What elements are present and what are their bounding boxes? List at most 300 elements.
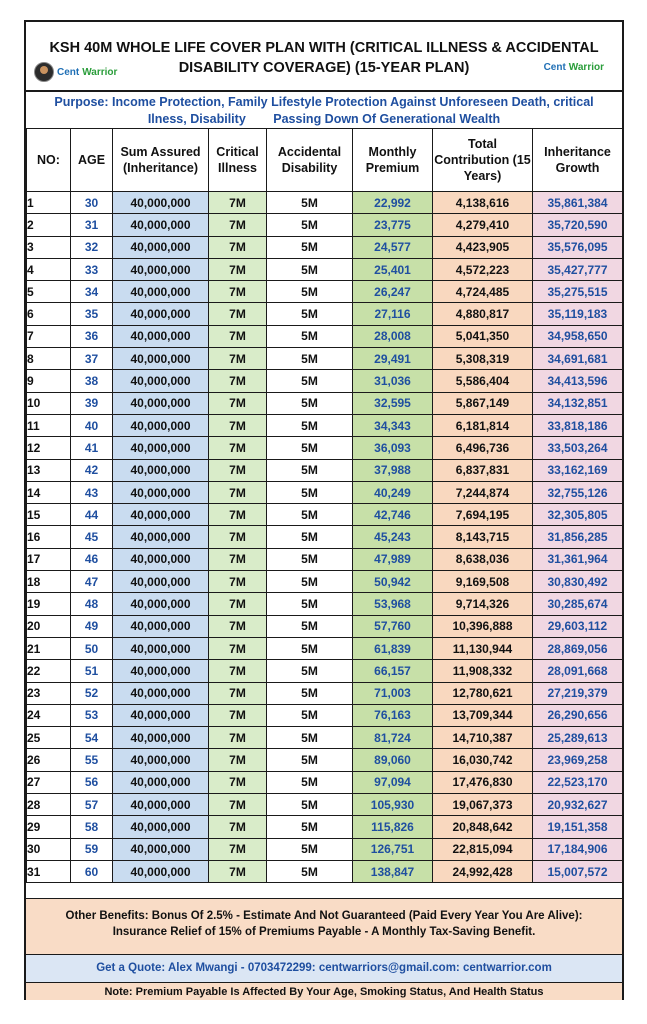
cell-sum-assured: 40,000,000 bbox=[113, 481, 209, 503]
cell-monthly-premium: 105,930 bbox=[353, 794, 433, 816]
cell-no: 3 bbox=[27, 236, 71, 258]
cell-critical-illness: 7M bbox=[209, 303, 267, 325]
cell-age: 47 bbox=[71, 571, 113, 593]
table-row bbox=[27, 660, 623, 682]
cell-monthly-premium: 42,746 bbox=[353, 504, 433, 526]
cell-no: 4 bbox=[27, 258, 71, 280]
cell-age: 56 bbox=[71, 771, 113, 793]
cell-sum-assured: 40,000,000 bbox=[113, 414, 209, 436]
cell-critical-illness: 7M bbox=[209, 504, 267, 526]
table-row bbox=[27, 794, 623, 816]
table-row bbox=[27, 571, 623, 593]
cell-critical-illness: 7M bbox=[209, 660, 267, 682]
cell-no: 2 bbox=[27, 214, 71, 236]
cell-inheritance-growth: 34,691,681 bbox=[533, 348, 623, 370]
cell-monthly-premium: 32,595 bbox=[353, 392, 433, 414]
cell-inheritance-growth: 33,503,264 bbox=[533, 437, 623, 459]
cell-critical-illness: 7M bbox=[209, 214, 267, 236]
cell-monthly-premium: 24,577 bbox=[353, 236, 433, 258]
cell-inheritance-growth: 28,091,668 bbox=[533, 660, 623, 682]
cell-sum-assured: 40,000,000 bbox=[113, 526, 209, 548]
cell-total-contribution: 5,308,319 bbox=[433, 348, 533, 370]
quote-contact: Get a Quote: Alex Mwangi - 0703472299: centwarriors@gmail.com: centwarrior.com bbox=[26, 954, 622, 982]
cell-no: 16 bbox=[27, 526, 71, 548]
cell-monthly-premium: 47,989 bbox=[353, 548, 433, 570]
cell-no: 25 bbox=[27, 727, 71, 749]
cell-inheritance-growth: 20,932,627 bbox=[533, 794, 623, 816]
cell-critical-illness: 7M bbox=[209, 771, 267, 793]
cell-monthly-premium: 26,247 bbox=[353, 281, 433, 303]
cell-no: 15 bbox=[27, 504, 71, 526]
cell-no: 28 bbox=[27, 794, 71, 816]
cell-accidental-disability: 5M bbox=[267, 303, 353, 325]
cell-total-contribution: 17,476,830 bbox=[433, 771, 533, 793]
cell-no: 26 bbox=[27, 749, 71, 771]
cell-accidental-disability: 5M bbox=[267, 370, 353, 392]
cell-inheritance-growth: 19,151,358 bbox=[533, 816, 623, 838]
cell-monthly-premium: 25,401 bbox=[353, 258, 433, 280]
cell-inheritance-growth: 33,162,169 bbox=[533, 459, 623, 481]
cell-age: 41 bbox=[71, 437, 113, 459]
title-line-2: DISABILITY COVERAGE) (15-YEAR PLAN) bbox=[178, 60, 470, 76]
cell-total-contribution: 13,709,344 bbox=[433, 704, 533, 726]
cell-accidental-disability: 5M bbox=[267, 348, 353, 370]
cell-inheritance-growth: 27,219,379 bbox=[533, 682, 623, 704]
table-row bbox=[27, 637, 623, 659]
cell-critical-illness: 7M bbox=[209, 615, 267, 637]
cell-accidental-disability: 5M bbox=[267, 504, 353, 526]
cell-accidental-disability: 5M bbox=[267, 192, 353, 214]
cell-critical-illness: 7M bbox=[209, 704, 267, 726]
cell-monthly-premium: 22,992 bbox=[353, 192, 433, 214]
cell-sum-assured: 40,000,000 bbox=[113, 325, 209, 347]
cell-critical-illness: 7M bbox=[209, 526, 267, 548]
cell-no: 7 bbox=[27, 325, 71, 347]
cell-monthly-premium: 34,343 bbox=[353, 414, 433, 436]
cell-total-contribution: 6,181,814 bbox=[433, 414, 533, 436]
cell-sum-assured: 40,000,000 bbox=[113, 437, 209, 459]
cell-age: 50 bbox=[71, 637, 113, 659]
cell-total-contribution: 5,586,404 bbox=[433, 370, 533, 392]
cell-accidental-disability: 5M bbox=[267, 593, 353, 615]
cell-age: 59 bbox=[71, 838, 113, 860]
cell-no: 12 bbox=[27, 437, 71, 459]
cell-sum-assured: 40,000,000 bbox=[113, 637, 209, 659]
cell-total-contribution: 24,992,428 bbox=[433, 860, 533, 882]
cell-no: 20 bbox=[27, 615, 71, 637]
cell-sum-assured: 40,000,000 bbox=[113, 303, 209, 325]
cell-age: 49 bbox=[71, 615, 113, 637]
cell-accidental-disability: 5M bbox=[267, 571, 353, 593]
cell-inheritance-growth: 15,007,572 bbox=[533, 860, 623, 882]
cell-critical-illness: 7M bbox=[209, 637, 267, 659]
cell-accidental-disability: 5M bbox=[267, 615, 353, 637]
cell-critical-illness: 7M bbox=[209, 548, 267, 570]
cell-sum-assured: 40,000,000 bbox=[113, 816, 209, 838]
cell-total-contribution: 7,244,874 bbox=[433, 481, 533, 503]
cell-accidental-disability: 5M bbox=[267, 236, 353, 258]
cell-monthly-premium: 40,249 bbox=[353, 481, 433, 503]
cell-sum-assured: 40,000,000 bbox=[113, 236, 209, 258]
cell-sum-assured: 40,000,000 bbox=[113, 392, 209, 414]
logo-cent-text: Cent bbox=[57, 66, 80, 78]
logo-left bbox=[34, 62, 117, 82]
cell-monthly-premium: 89,060 bbox=[353, 749, 433, 771]
cell-monthly-premium: 81,724 bbox=[353, 727, 433, 749]
cell-total-contribution: 4,138,616 bbox=[433, 192, 533, 214]
table-row bbox=[27, 192, 623, 214]
cell-sum-assured: 40,000,000 bbox=[113, 281, 209, 303]
cell-no: 1 bbox=[27, 192, 71, 214]
cell-total-contribution: 14,710,387 bbox=[433, 727, 533, 749]
cell-monthly-premium: 45,243 bbox=[353, 526, 433, 548]
cell-critical-illness: 7M bbox=[209, 593, 267, 615]
cell-critical-illness: 7M bbox=[209, 258, 267, 280]
cell-accidental-disability: 5M bbox=[267, 481, 353, 503]
table-row bbox=[27, 548, 623, 570]
table-row bbox=[27, 414, 623, 436]
cell-age: 40 bbox=[71, 414, 113, 436]
cell-accidental-disability: 5M bbox=[267, 816, 353, 838]
cell-sum-assured: 40,000,000 bbox=[113, 727, 209, 749]
cell-age: 57 bbox=[71, 794, 113, 816]
cell-accidental-disability: 5M bbox=[267, 838, 353, 860]
cell-accidental-disability: 5M bbox=[267, 258, 353, 280]
table-row bbox=[27, 838, 623, 860]
col-header-total-contribution: Total Contribution (15 Years) bbox=[433, 129, 533, 192]
cell-critical-illness: 7M bbox=[209, 348, 267, 370]
cell-sum-assured: 40,000,000 bbox=[113, 838, 209, 860]
cell-total-contribution: 9,714,326 bbox=[433, 593, 533, 615]
table-row bbox=[27, 459, 623, 481]
table-row bbox=[27, 236, 623, 258]
premium-table bbox=[26, 128, 623, 883]
benefits-line-1: Other Benefits: Bonus Of 2.5% - Estimate And Not Guaranteed (Paid Every Year You Are Alive): bbox=[65, 910, 583, 922]
cell-critical-illness: 7M bbox=[209, 838, 267, 860]
logo-cent-text: Cent bbox=[543, 62, 566, 73]
table-row bbox=[27, 258, 623, 280]
cell-total-contribution: 4,572,223 bbox=[433, 258, 533, 280]
cell-age: 36 bbox=[71, 325, 113, 347]
cell-monthly-premium: 66,157 bbox=[353, 660, 433, 682]
cell-age: 37 bbox=[71, 348, 113, 370]
table-row bbox=[27, 727, 623, 749]
cell-monthly-premium: 36,093 bbox=[353, 437, 433, 459]
cell-age: 30 bbox=[71, 192, 113, 214]
cell-accidental-disability: 5M bbox=[267, 548, 353, 570]
table-row bbox=[27, 303, 623, 325]
cell-accidental-disability: 5M bbox=[267, 860, 353, 882]
cell-total-contribution: 22,815,094 bbox=[433, 838, 533, 860]
cell-critical-illness: 7M bbox=[209, 281, 267, 303]
cell-accidental-disability: 5M bbox=[267, 325, 353, 347]
cell-inheritance-growth: 23,969,258 bbox=[533, 749, 623, 771]
cell-no: 11 bbox=[27, 414, 71, 436]
cell-monthly-premium: 28,008 bbox=[353, 325, 433, 347]
cell-age: 48 bbox=[71, 593, 113, 615]
cell-total-contribution: 19,067,373 bbox=[433, 794, 533, 816]
cell-total-contribution: 12,780,621 bbox=[433, 682, 533, 704]
cell-no: 27 bbox=[27, 771, 71, 793]
cell-accidental-disability: 5M bbox=[267, 704, 353, 726]
col-header-monthly-premium: Monthly Premium bbox=[353, 129, 433, 192]
table-row bbox=[27, 749, 623, 771]
cell-age: 42 bbox=[71, 459, 113, 481]
cell-no: 22 bbox=[27, 660, 71, 682]
table-row bbox=[27, 704, 623, 726]
cell-accidental-disability: 5M bbox=[267, 749, 353, 771]
table-body bbox=[27, 192, 623, 883]
cell-inheritance-growth: 35,427,777 bbox=[533, 258, 623, 280]
table-row bbox=[27, 437, 623, 459]
cell-inheritance-growth: 34,958,650 bbox=[533, 325, 623, 347]
cell-sum-assured: 40,000,000 bbox=[113, 660, 209, 682]
table-row bbox=[27, 504, 623, 526]
cell-monthly-premium: 50,942 bbox=[353, 571, 433, 593]
cell-age: 43 bbox=[71, 481, 113, 503]
table-row bbox=[27, 481, 623, 503]
cell-no: 19 bbox=[27, 593, 71, 615]
cell-total-contribution: 4,423,905 bbox=[433, 236, 533, 258]
avatar-icon bbox=[34, 62, 54, 82]
premium-note: Note: Premium Payable Is Affected By Your Age, Smoking Status, And Health Status bbox=[26, 982, 622, 1000]
cell-total-contribution: 5,867,149 bbox=[433, 392, 533, 414]
cell-inheritance-growth: 33,818,186 bbox=[533, 414, 623, 436]
cell-total-contribution: 8,143,715 bbox=[433, 526, 533, 548]
table-header-row bbox=[27, 129, 623, 192]
cell-sum-assured: 40,000,000 bbox=[113, 459, 209, 481]
cell-monthly-premium: 71,003 bbox=[353, 682, 433, 704]
purpose-item-wealth: Passing Down Of Generational Wealth bbox=[273, 112, 501, 126]
cell-inheritance-growth: 29,603,112 bbox=[533, 615, 623, 637]
table-row bbox=[27, 348, 623, 370]
cell-sum-assured: 40,000,000 bbox=[113, 504, 209, 526]
cell-age: 60 bbox=[71, 860, 113, 882]
col-header-inheritance-growth: Inheritance Growth bbox=[533, 129, 623, 192]
table-row bbox=[27, 281, 623, 303]
cell-monthly-premium: 29,491 bbox=[353, 348, 433, 370]
cell-inheritance-growth: 26,290,656 bbox=[533, 704, 623, 726]
col-header-age: AGE bbox=[71, 129, 113, 192]
cell-no: 14 bbox=[27, 481, 71, 503]
cell-age: 33 bbox=[71, 258, 113, 280]
cell-monthly-premium: 115,826 bbox=[353, 816, 433, 838]
cell-inheritance-growth: 25,289,613 bbox=[533, 727, 623, 749]
cell-total-contribution: 6,837,831 bbox=[433, 459, 533, 481]
cell-critical-illness: 7M bbox=[209, 682, 267, 704]
table-row bbox=[27, 526, 623, 548]
cell-accidental-disability: 5M bbox=[267, 682, 353, 704]
purpose-statement bbox=[26, 90, 622, 128]
cell-total-contribution: 11,130,944 bbox=[433, 637, 533, 659]
cell-monthly-premium: 31,036 bbox=[353, 370, 433, 392]
cell-monthly-premium: 61,839 bbox=[353, 637, 433, 659]
cell-age: 58 bbox=[71, 816, 113, 838]
purpose-item-ilness: Ilness, Disability bbox=[147, 112, 246, 126]
cell-sum-assured: 40,000,000 bbox=[113, 771, 209, 793]
cell-inheritance-growth: 30,285,674 bbox=[533, 593, 623, 615]
cell-critical-illness: 7M bbox=[209, 816, 267, 838]
cell-total-contribution: 9,169,508 bbox=[433, 571, 533, 593]
cell-accidental-disability: 5M bbox=[267, 281, 353, 303]
cell-critical-illness: 7M bbox=[209, 749, 267, 771]
cell-age: 32 bbox=[71, 236, 113, 258]
cell-age: 39 bbox=[71, 392, 113, 414]
cell-sum-assured: 40,000,000 bbox=[113, 571, 209, 593]
cell-inheritance-growth: 35,720,590 bbox=[533, 214, 623, 236]
cell-no: 18 bbox=[27, 571, 71, 593]
cell-accidental-disability: 5M bbox=[267, 526, 353, 548]
cell-monthly-premium: 53,968 bbox=[353, 593, 433, 615]
cell-critical-illness: 7M bbox=[209, 414, 267, 436]
table-row bbox=[27, 370, 623, 392]
cell-age: 52 bbox=[71, 682, 113, 704]
cell-inheritance-growth: 17,184,906 bbox=[533, 838, 623, 860]
col-header-sum-assured: Sum Assured (Inheritance) bbox=[113, 129, 209, 192]
cell-total-contribution: 7,694,195 bbox=[433, 504, 533, 526]
cell-monthly-premium: 138,847 bbox=[353, 860, 433, 882]
cell-accidental-disability: 5M bbox=[267, 727, 353, 749]
cell-inheritance-growth: 34,132,851 bbox=[533, 392, 623, 414]
cell-no: 10 bbox=[27, 392, 71, 414]
purpose-line-2 bbox=[26, 111, 622, 128]
cell-sum-assured: 40,000,000 bbox=[113, 214, 209, 236]
cell-sum-assured: 40,000,000 bbox=[113, 258, 209, 280]
cell-critical-illness: 7M bbox=[209, 370, 267, 392]
benefits-line-2: Insurance Relief of 15% of Premiums Payable - A Monthly Tax-Saving Benefit. bbox=[112, 926, 536, 938]
col-header-critical-illness: Critical Illness bbox=[209, 129, 267, 192]
cell-age: 46 bbox=[71, 548, 113, 570]
cell-no: 13 bbox=[27, 459, 71, 481]
cell-no: 29 bbox=[27, 816, 71, 838]
cell-age: 31 bbox=[71, 214, 113, 236]
cell-no: 8 bbox=[27, 348, 71, 370]
cell-inheritance-growth: 32,305,805 bbox=[533, 504, 623, 526]
cell-inheritance-growth: 30,830,492 bbox=[533, 571, 623, 593]
cell-no: 17 bbox=[27, 548, 71, 570]
cell-critical-illness: 7M bbox=[209, 392, 267, 414]
logo-right bbox=[544, 62, 604, 73]
cell-accidental-disability: 5M bbox=[267, 794, 353, 816]
purpose-line-1: Purpose: Income Protection, Family Lifestyle Protection Against Unforeseen Death, critical bbox=[54, 95, 594, 109]
cell-age: 44 bbox=[71, 504, 113, 526]
cell-accidental-disability: 5M bbox=[267, 437, 353, 459]
cell-sum-assured: 40,000,000 bbox=[113, 794, 209, 816]
cell-accidental-disability: 5M bbox=[267, 660, 353, 682]
title-line-1: KSH 40M WHOLE LIFE COVER PLAN WITH (CRITICAL ILLNESS & ACCIDENTAL bbox=[49, 40, 599, 56]
cell-critical-illness: 7M bbox=[209, 481, 267, 503]
table-row bbox=[27, 325, 623, 347]
cell-accidental-disability: 5M bbox=[267, 771, 353, 793]
cell-inheritance-growth: 35,119,183 bbox=[533, 303, 623, 325]
cell-total-contribution: 4,724,485 bbox=[433, 281, 533, 303]
cell-monthly-premium: 57,760 bbox=[353, 615, 433, 637]
cell-age: 38 bbox=[71, 370, 113, 392]
cell-total-contribution: 8,638,036 bbox=[433, 548, 533, 570]
table-row bbox=[27, 682, 623, 704]
cell-critical-illness: 7M bbox=[209, 192, 267, 214]
cell-sum-assured: 40,000,000 bbox=[113, 682, 209, 704]
cell-no: 21 bbox=[27, 637, 71, 659]
cell-critical-illness: 7M bbox=[209, 794, 267, 816]
cell-no: 30 bbox=[27, 838, 71, 860]
cell-sum-assured: 40,000,000 bbox=[113, 593, 209, 615]
plan-document bbox=[24, 20, 624, 1000]
cell-inheritance-growth: 31,361,964 bbox=[533, 548, 623, 570]
cell-accidental-disability: 5M bbox=[267, 459, 353, 481]
cell-no: 6 bbox=[27, 303, 71, 325]
cell-accidental-disability: 5M bbox=[267, 392, 353, 414]
table-row bbox=[27, 816, 623, 838]
cell-age: 53 bbox=[71, 704, 113, 726]
cell-monthly-premium: 76,163 bbox=[353, 704, 433, 726]
cell-critical-illness: 7M bbox=[209, 571, 267, 593]
table-row bbox=[27, 615, 623, 637]
cell-no: 23 bbox=[27, 682, 71, 704]
cell-sum-assured: 40,000,000 bbox=[113, 749, 209, 771]
cell-total-contribution: 10,396,888 bbox=[433, 615, 533, 637]
cell-inheritance-growth: 35,576,095 bbox=[533, 236, 623, 258]
cell-age: 51 bbox=[71, 660, 113, 682]
cell-accidental-disability: 5M bbox=[267, 637, 353, 659]
cell-monthly-premium: 37,988 bbox=[353, 459, 433, 481]
cell-age: 45 bbox=[71, 526, 113, 548]
cell-total-contribution: 5,041,350 bbox=[433, 325, 533, 347]
cell-total-contribution: 20,848,642 bbox=[433, 816, 533, 838]
cell-accidental-disability: 5M bbox=[267, 214, 353, 236]
cell-inheritance-growth: 35,275,515 bbox=[533, 281, 623, 303]
cell-no: 9 bbox=[27, 370, 71, 392]
cell-sum-assured: 40,000,000 bbox=[113, 860, 209, 882]
other-benefits bbox=[26, 898, 622, 954]
cell-accidental-disability: 5M bbox=[267, 414, 353, 436]
col-header-no: NO: bbox=[27, 129, 71, 192]
table-row bbox=[27, 860, 623, 882]
col-header-accidental-disability: Accidental Disability bbox=[267, 129, 353, 192]
cell-critical-illness: 7M bbox=[209, 437, 267, 459]
cell-sum-assured: 40,000,000 bbox=[113, 348, 209, 370]
cell-critical-illness: 7M bbox=[209, 236, 267, 258]
cell-sum-assured: 40,000,000 bbox=[113, 548, 209, 570]
title-block bbox=[26, 22, 622, 86]
cell-critical-illness: 7M bbox=[209, 860, 267, 882]
table-row bbox=[27, 593, 623, 615]
cell-total-contribution: 4,279,410 bbox=[433, 214, 533, 236]
cell-no: 24 bbox=[27, 704, 71, 726]
cell-sum-assured: 40,000,000 bbox=[113, 704, 209, 726]
cell-age: 35 bbox=[71, 303, 113, 325]
cell-monthly-premium: 27,116 bbox=[353, 303, 433, 325]
cell-age: 34 bbox=[71, 281, 113, 303]
cell-inheritance-growth: 35,861,384 bbox=[533, 192, 623, 214]
cell-monthly-premium: 23,775 bbox=[353, 214, 433, 236]
cell-sum-assured: 40,000,000 bbox=[113, 370, 209, 392]
cell-total-contribution: 6,496,736 bbox=[433, 437, 533, 459]
cell-sum-assured: 40,000,000 bbox=[113, 615, 209, 637]
cell-no: 5 bbox=[27, 281, 71, 303]
cell-critical-illness: 7M bbox=[209, 459, 267, 481]
cell-inheritance-growth: 22,523,170 bbox=[533, 771, 623, 793]
cell-inheritance-growth: 28,869,056 bbox=[533, 637, 623, 659]
cell-total-contribution: 4,880,817 bbox=[433, 303, 533, 325]
logo-warrior-text: Warrior bbox=[568, 62, 604, 73]
cell-age: 55 bbox=[71, 749, 113, 771]
cell-inheritance-growth: 31,856,285 bbox=[533, 526, 623, 548]
cell-inheritance-growth: 34,413,596 bbox=[533, 370, 623, 392]
table-row bbox=[27, 392, 623, 414]
cell-no: 31 bbox=[27, 860, 71, 882]
cell-monthly-premium: 126,751 bbox=[353, 838, 433, 860]
